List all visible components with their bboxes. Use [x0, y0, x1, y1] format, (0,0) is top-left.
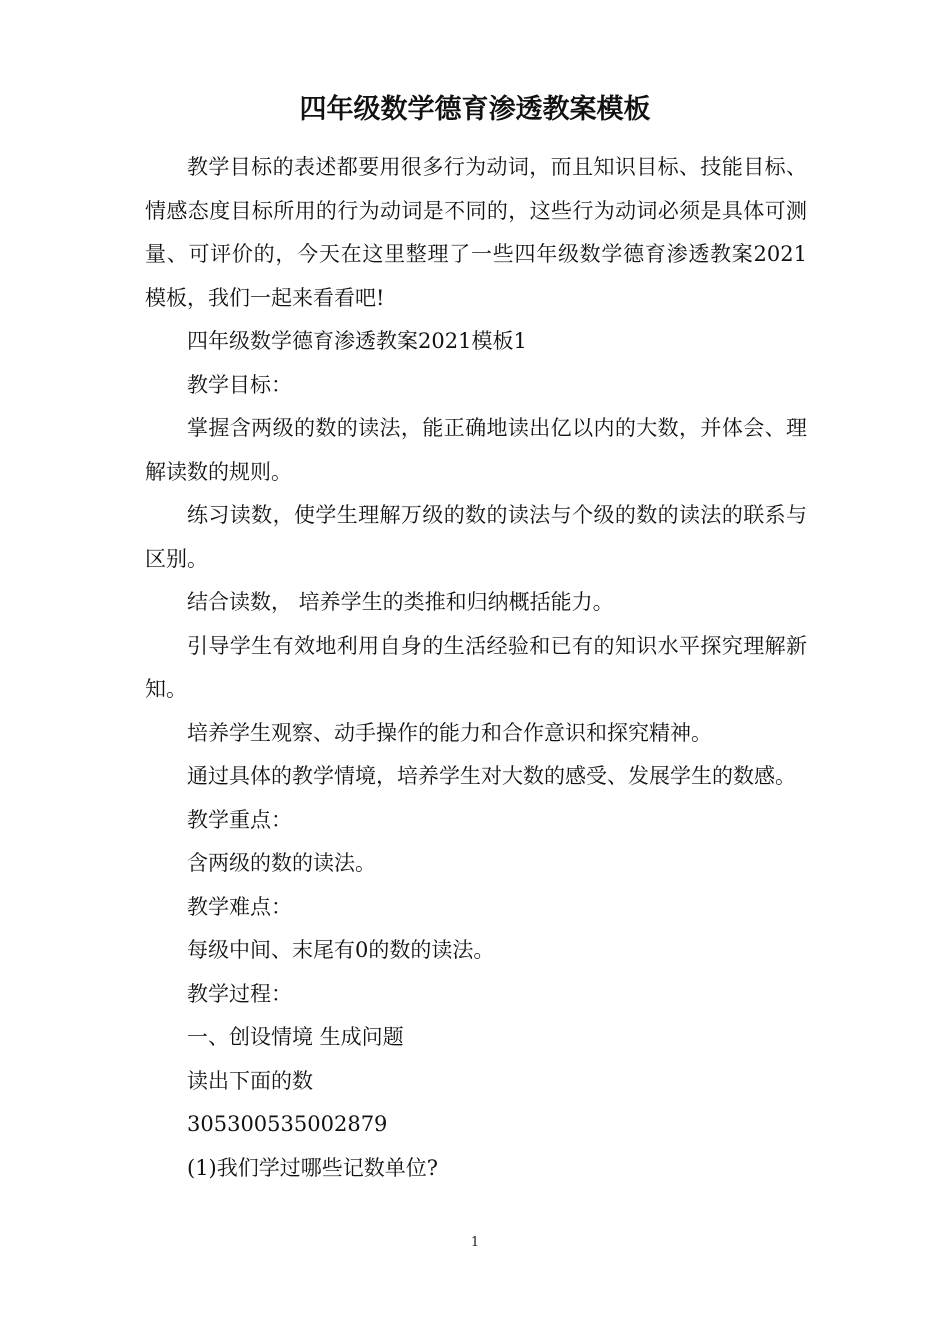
- paragraph-step-1-heading: 一、创设情境 生成问题: [187, 1025, 404, 1049]
- paragraph-key-point-label: 教学重点：: [187, 807, 292, 832]
- paragraph-goal-4: 引导学生有效地利用自身的生活经验和已有的知识水平探究理解新知。: [145, 633, 807, 701]
- paragraph-number-sequence: 305300535002879: [187, 1112, 388, 1136]
- paragraph-process-label: 教学过程：: [187, 981, 292, 1006]
- paragraph-difficulty-label: 教学难点：: [187, 894, 292, 919]
- page-number: 1: [470, 1235, 480, 1250]
- paragraph-difficulty: 每级中间、末尾有0的数的读法。: [187, 938, 495, 962]
- paragraph-goal-1: 掌握含两级的数的读法，能正确地读出亿以内的大数，并体会、理解读数的规则。: [145, 416, 807, 484]
- paragraph-goal-2: 练习读数，使学生理解万级的数的读法与个级的数的读法的联系与区别。: [145, 503, 807, 571]
- paragraph-read-numbers: 读出下面的数: [187, 1068, 313, 1093]
- paragraph-goal-5: 培养学生观察、动手操作的能力和合作意识和探究精神。: [187, 720, 712, 745]
- paragraph-goals-label: 教学目标：: [187, 372, 292, 397]
- paragraph-intro: 教学目标的表述都要用很多行为动词，而且知识目标、技能目标、情感态度目标所用的行为动词是不同的，这些行为动词必须是具体可测量、可评价的，今天在这里整理了一些四年级数学德育渗透教案2021模板，我们一起来看看吧!: [145, 155, 807, 310]
- document-body: [145, 146, 807, 1190]
- paragraph-section-heading: 四年级数学德育渗透教案2021模板1: [187, 329, 527, 353]
- paragraph-goal-3: 结合读数， 培养学生的类推和归纳概括能力。: [187, 590, 614, 614]
- document-title: 四年级数学德育渗透教案模板: [299, 94, 651, 125]
- paragraph-goal-6: 通过具体的教学情境，培养学生对大数的感受、发展学生的数感。: [187, 764, 796, 788]
- paragraph-key-point: 含两级的数的读法。: [187, 851, 376, 875]
- paragraph-question-1: (1)我们学过哪些记数单位?: [187, 1155, 439, 1180]
